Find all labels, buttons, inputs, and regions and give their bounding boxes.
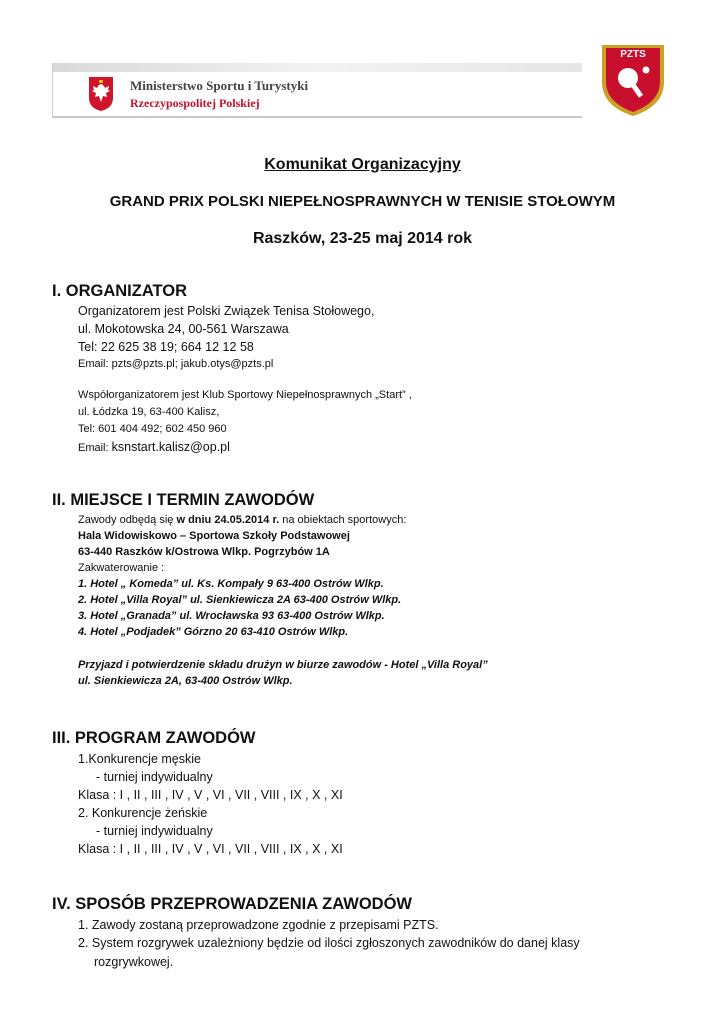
venue-intro-text: Zawody odbędą się xyxy=(78,514,177,526)
men-competition: 1.Konkurencje męskie xyxy=(78,752,201,766)
men-tournament: - turniej indywidualny xyxy=(96,770,213,784)
polish-eagle-emblem-icon xyxy=(88,76,114,112)
hotel-item: 1. Hotel „ Komeda” ul. Ks. Kompały 9 63-400 Ostrów Wlkp. xyxy=(78,578,384,590)
ministry-country: Rzeczypospolitej Polskiej xyxy=(130,96,260,110)
coorganizer-address: ul. Łódzka 19, 63-400 Kalisz, xyxy=(78,406,220,418)
event-name: GRAND PRIX POLSKI NIEPEŁNOSPRAWNYCH W TENISIE STOŁOWYM xyxy=(109,193,616,210)
pzts-logo-text: PZTS xyxy=(620,49,646,60)
rules-item-2-line1: 2. System rozgrywek uzależniony będzie od ilości zgłoszonych zawodników do danej klasy xyxy=(78,936,580,950)
pzts-logo-icon xyxy=(598,42,668,118)
section-program-heading: III. PROGRAM ZAWODÓW xyxy=(52,729,256,747)
rules-item-2 xyxy=(78,936,673,950)
hotel-item: 2. Hotel „Villa Royal” ul. Sienkiewicza 2A 63-400 Ostrów Wlkp. xyxy=(78,594,402,606)
ministry-banner-underline xyxy=(52,116,582,118)
coorganizer-email-label: Email: xyxy=(78,442,112,454)
coorganizer-email-row xyxy=(78,440,230,454)
venue-intro xyxy=(78,514,406,526)
arrival-address: ul. Sienkiewicza 2A, 63-400 Ostrów Wlkp. xyxy=(78,675,293,687)
ministry-banner-bar xyxy=(52,63,582,72)
document-title: Komunikat Organizacyjny xyxy=(264,156,461,173)
coorganizer-phone: Tel: 601 404 492; 602 450 960 xyxy=(78,423,227,435)
organizer-phone: Tel: 22 625 38 19; 664 12 12 58 xyxy=(78,340,254,354)
women-competition: 2. Konkurencje żeńskie xyxy=(78,806,208,820)
rules-item-2-line2: rozgrywkowej. xyxy=(94,955,174,969)
venue-address: 63-440 Raszków k/Ostrowa Wlkp. Pogrzybów 1A xyxy=(78,546,330,558)
hotel-item: 3. Hotel „Granada” ul. Wrocławska 93 63-400 Ostrów Wlkp. xyxy=(78,610,385,622)
venue-hall: Hala Widowiskowo – Sportowa Szkoły Podstawowej xyxy=(78,530,350,542)
venue-intro-suffix: na obiektach sportowych: xyxy=(279,514,407,526)
rules-item-1: 1. Zawody zostaną przeprowadzone zgodnie z przepisami PZTS. xyxy=(78,918,439,932)
section-rules-heading: IV. SPOSÓB PRZEPROWADZENIA ZAWODÓW xyxy=(52,895,412,913)
organizer-line: Organizatorem jest Polski Związek Tenisa Stołowego, xyxy=(78,304,375,318)
event-place-date: Raszków, 23-25 maj 2014 rok xyxy=(252,230,473,247)
ministry-name: Ministerstwo Sportu i Turystyki xyxy=(130,78,309,93)
coorganizer-line: Współorganizatorem jest Klub Sportowy Niepełnosprawnych „Start” , xyxy=(78,389,412,401)
arrival-info: Przyjazd i potwierdzenie składu drużyn w biurze zawodów - Hotel „Villa Royal” xyxy=(78,659,488,671)
coorganizer-email: ksnstart.kalisz@op.pl xyxy=(111,440,230,454)
hotel-item: 4. Hotel „Podjadek” Górzno 20 63-410 Ostrów Wlkp. xyxy=(78,626,349,638)
women-tournament: - turniej indywidualny xyxy=(96,824,213,838)
lodging-label: Zakwaterowanie : xyxy=(78,562,165,574)
section-venue-heading: II. MIEJSCE I TERMIN ZAWODÓW xyxy=(52,491,315,509)
ministry-banner-edge xyxy=(52,63,53,118)
organizer-email: Email: pzts@pzts.pl; jakub.otys@pzts.pl xyxy=(78,358,274,370)
venue-date: w dniu 24.05.2014 r. xyxy=(176,514,280,526)
organizer-address: ul. Mokotowska 24, 00-561 Warszawa xyxy=(78,322,289,336)
men-classes: Klasa : I , II , III , IV , V , VI , VII , VIII , IX , X , XI xyxy=(78,788,343,802)
women-classes: Klasa : I , II , III , IV , V , VI , VII , VIII , IX , X , XI xyxy=(78,842,343,856)
section-organizer-heading: I. ORGANIZATOR xyxy=(52,282,188,300)
